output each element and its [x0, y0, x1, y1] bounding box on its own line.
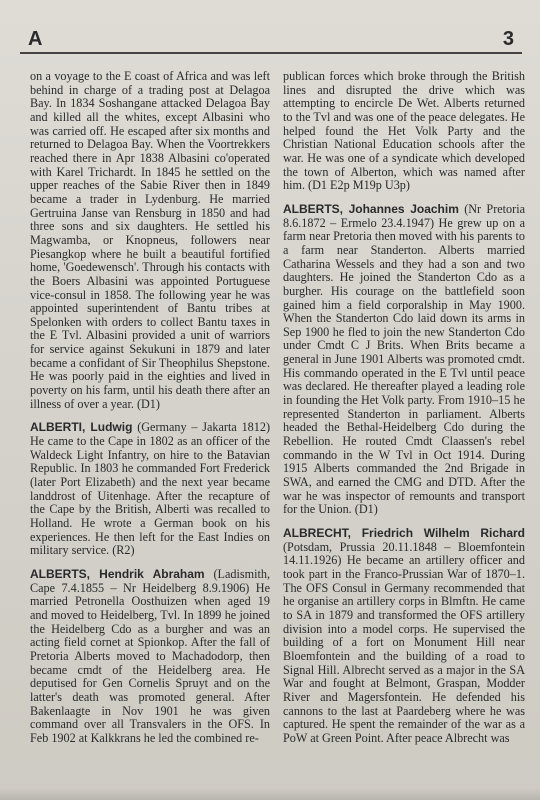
- entry-continuation-albasini: on a voyage to the E coast of Africa and was left behind in charge of a trading post at Delagoa Bay. In 1834 Soshangane attacked Delagoa Bay and killed all the whites, except Albasini who was carried off. He escaped after six months and returned to Delagoa Bay. When the Voortrekkers reached there in Apr 1838 Albasini co'operated with Karel Trichardt. In 1845 he settled on the upper reaches of the Sabie River then in 1849 became a trader in Lydenburg. He married Gertruina Janse van Rensburg in 1850 and had three sons and six daughters. He settled his Magwamba, or Knopneus, followers near Piesangkop where he built a beautiful fortified home, 'Goedewensch'. Through his contacts with the Boers Albasini was appointed Portuguese vice-consul in 1858. The following year he was appointed superintendent of Bantu tribes at Spelonken with orders to collect Bantu taxes in the E Tvl. Albasini provided a unit of warriors for service against Sekukuni in 1879 and later became a confidant of Sir Theophilus Shepstone. He was poorly paid in the eighties and lived in poverty on his farm, until his death there after an illness of over a year. (D1): [30, 69, 270, 411]
- entry-text: (Germany – Jakarta 1812) He came to the Cape in 1802 as an officer of the Waldeck Light Infantry, on hire to the Batavian Republic. In 1803 he commanded Fort Frederick (later Port Elizabeth) and the next year became landdrost of Uitenhage. After the recapture of the Cape by the British, Alberti was recalled to Holland. He wrote a German book on his experiences. He then left for the East Indies on military service. (R2): [30, 420, 270, 558]
- left-column: [30, 70, 270, 800]
- entry-alberti-ludwig: [30, 421, 270, 558]
- page-number: 3: [502, 28, 514, 50]
- entry-heading: ALBERTI, Ludwig: [30, 420, 133, 435]
- entry-heading: ALBERTS, Hendrik Abraham: [30, 566, 205, 581]
- entry-alberts-johannes: [283, 203, 525, 517]
- right-column: [283, 70, 525, 800]
- entry-heading: ALBERTS, Johannes Joachim: [283, 201, 459, 216]
- entry-text: (Potsdam, Prussia 20.11.1848 – Bloemfontein 14.11.1926) He became an artillery officer and took part in the Franco-Prussian War of 1870–1. The OFS Consul in Germany recommended that he organise an artillery corps in Blmftn. He came to SA in 1879 and transformed the OFS artillery division into a model corps. He supervised the building of a fort on Monument Hill near Bloemfontein and the building of a road to Signal Hill. Albrecht served as a major in the SA War and fought at Belmont, Graspan, Modder River and Magersfontein. He defended his cannons to the last at Paardeberg where he was captured. He spent the remainder of the war as a PoW at Green Point. After peace Albrecht was: [283, 539, 525, 745]
- entry-alberts-hendrik: [30, 568, 270, 746]
- entry-heading: ALBRECHT, Friedrich Wilhelm Richard: [283, 526, 525, 540]
- section-letter: A: [28, 28, 43, 50]
- entry-text: (Ladismith, Cape 7.4.1855 – Nr Heidelberg 8.9.1906) He married Petronella Oosthuizen when aged 19 and moved to Heidelberg, Tvl. In 1899 he joined the Heidelberg Cdo as a burgher and was an acting field cornet at Spionkop. After the fall of Pretoria Alberts moved to Machadodorp, then became cmdt of the Heidelberg area. He deputised for Gen Cornelis Spruyt and on the latter's death was promoted general. After Bakenlaagte in Nov 1901 he was given command over all Transvalers in the OFS. In Feb 1902 at Kalkkrans he led the combined re-: [30, 566, 271, 745]
- page-header: [20, 28, 522, 52]
- entry-text: (Nr Pretoria 8.6.1872 – Ermelo 23.4.1947) He grew up on a farm near Pretoria then moved with his parents to a farm near Standerton. Alberts married Catharina Wessels and they had a son and two daughters. He joined the Standerton Cdo as a burgher. His courage on the battlefield soon gained him a field corporalship in May 1900. When the Standerton Cdo laid down its arms in Sep 1900 he fled to join the new Standerton Cdo under Cmdt C J Brits. When Brits became a general in June 1901 Alberts was promoted cmdt. His commando operated in the E Tvl until peace was declared. He thereafter played a leading role in founding the Het Volk party. From 1910–15 he represented Standerton in parliament. Alberts headed the Bethal-Heidelberg Cdo during the Rebellion. He routed Cmdt Claassen's rebel commando in the W Tvl in Oct 1914. During 1915 Alberts commanded the 2nd Brigade in SWA, and earned the CMG and DTD. After the war he was inspector of remounts and transport for the Union. (D1): [283, 201, 525, 517]
- page-bottom-shade: [0, 788, 540, 800]
- header-rule: [20, 52, 522, 54]
- entry-albrecht-friedrich: [283, 527, 525, 746]
- entry-continuation-alberts-hendrik: publican forces which broke through the British lines and disrupted the drive which was attempting to encircle De Wet. Alberts returned to the Tvl and was one of the peace delegates. He helped found the Het Volk Party and the Christian National Education schools after the war. He was one of a syndicate which developed the town of Alberton, which was named after him. (D1 E2p M19p U3p): [283, 69, 525, 193]
